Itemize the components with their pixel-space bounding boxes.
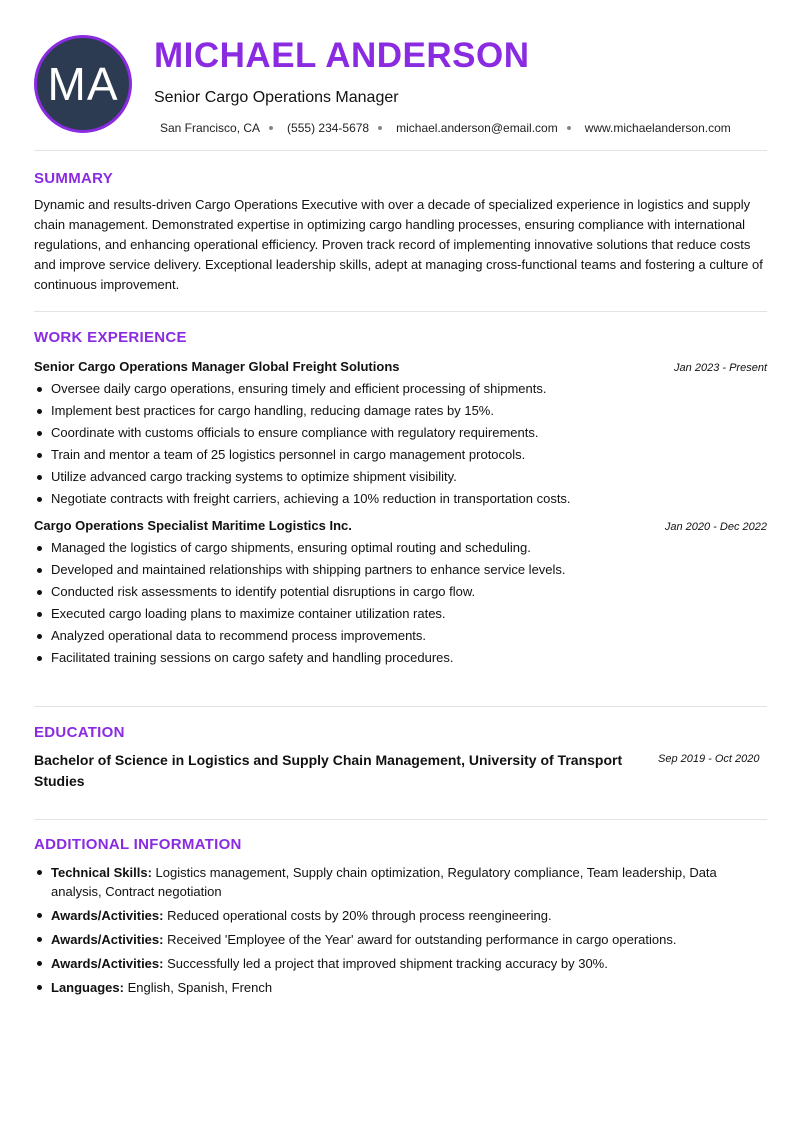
contact-line xyxy=(160,121,731,135)
job-bullet: Conducted risk assessments to identify potential disruptions in cargo flow. xyxy=(51,581,767,603)
job-bullet: Developed and maintained relationships with shipping partners to enhance service levels. xyxy=(51,559,767,581)
job-entry xyxy=(34,518,767,669)
item-text: English, Spanish, French xyxy=(127,980,273,995)
avatar xyxy=(34,35,132,133)
job-bullets xyxy=(34,378,767,510)
summary-section xyxy=(34,170,767,295)
experience-title: WORK EXPERIENCE xyxy=(34,329,187,346)
divider xyxy=(34,311,767,312)
separator-dot-icon xyxy=(567,126,571,130)
item-label: Languages: xyxy=(51,980,124,995)
experience-section xyxy=(34,329,767,669)
job-bullet: Managed the logistics of cargo shipments, ensuring optimal routing and scheduling. xyxy=(51,537,767,559)
job-header xyxy=(34,518,767,533)
education-entry xyxy=(34,750,767,792)
separator-dot-icon xyxy=(269,126,273,130)
additional-item xyxy=(51,954,767,973)
additional-item xyxy=(51,930,767,949)
summary-text: Dynamic and results-driven Cargo Operations Executive with over a decade of specialized experience in logistics and supply chain management. Demonstrated expertise in optimizing cargo handling processes, ensuring compliance with international regulations, and enhancing operational efficiency. Proven track record of implementing innovative solutions that reduce costs and improve service delivery. Exceptional leadership skills, adept at managing cross-functional teams and fostering a culture of continuous improvement. xyxy=(34,197,763,292)
item-label: Awards/Activities: xyxy=(51,908,164,923)
additional-item xyxy=(51,978,767,997)
job-bullet: Coordinate with customs officials to ensure compliance with regulatory requirements. xyxy=(51,422,767,444)
contact-phone: (555) 234-5678 xyxy=(287,121,370,135)
candidate-name: MICHAEL ANDERSON xyxy=(154,36,530,75)
job-header xyxy=(34,359,767,374)
divider xyxy=(34,706,767,707)
job-bullet: Executed cargo loading plans to maximize container utilization rates. xyxy=(51,603,767,625)
job-bullet: Utilize advanced cargo tracking systems to optimize shipment visibility. xyxy=(51,466,767,488)
candidate-role: Senior Cargo Operations Manager xyxy=(154,89,399,106)
education-title: EDUCATION xyxy=(34,724,125,741)
additional-item xyxy=(51,906,767,925)
resume-header xyxy=(34,0,767,151)
job-title: Cargo Operations Specialist Maritime Logistics Inc. xyxy=(34,518,352,533)
additional-item xyxy=(51,863,767,901)
job-title: Senior Cargo Operations Manager Global Freight Solutions xyxy=(34,359,400,374)
contact-location: San Francisco, CA xyxy=(160,121,261,135)
job-bullet: Train and mentor a team of 25 logistics personnel in cargo management protocols. xyxy=(51,444,767,466)
job-date: Jan 2023 - Present xyxy=(674,362,767,374)
job-bullet: Analyzed operational data to recommend process improvements. xyxy=(51,625,767,647)
divider xyxy=(34,819,767,820)
summary-title: SUMMARY xyxy=(34,170,114,187)
resume-page xyxy=(34,0,767,995)
item-text: Successfully led a project that improved shipment tracking accuracy by 30%. xyxy=(167,956,608,971)
separator-dot-icon xyxy=(378,126,382,130)
job-bullet: Negotiate contracts with freight carriers, achieving a 10% reduction in transportation costs. xyxy=(51,488,767,510)
contact-website[interactable]: www.michaelanderson.com xyxy=(584,121,731,135)
item-text: Logistics management, Supply chain optimization, Regulatory compliance, Team leadership, Data analysis, Contract negotiation xyxy=(51,865,717,899)
item-text: Received 'Employee of the Year' award for outstanding performance in cargo operations. xyxy=(167,932,677,947)
avatar-initials: MA xyxy=(47,58,119,110)
item-text: Reduced operational costs by 20% through process reengineering. xyxy=(167,908,552,923)
item-label: Awards/Activities: xyxy=(51,956,164,971)
education-date: Sep 2019 - Oct 2020 xyxy=(658,753,760,765)
job-bullet: Oversee daily cargo operations, ensuring timely and efficient processing of shipments. xyxy=(51,378,767,400)
education-section xyxy=(34,724,767,792)
job-entry xyxy=(34,359,767,510)
additional-list xyxy=(34,863,767,997)
education-degree: Bachelor of Science in Logistics and Supply Chain Management, University of Transport Studies xyxy=(34,752,623,789)
item-label: Awards/Activities: xyxy=(51,932,164,947)
additional-title: ADDITIONAL INFORMATION xyxy=(34,836,242,853)
item-label: Technical Skills: xyxy=(51,865,152,880)
additional-section xyxy=(34,836,767,1002)
contact-email[interactable]: michael.anderson@email.com xyxy=(396,121,558,135)
job-bullet: Facilitated training sessions on cargo safety and handling procedures. xyxy=(51,647,767,669)
job-date: Jan 2020 - Dec 2022 xyxy=(664,521,767,533)
job-bullets xyxy=(34,537,767,669)
job-bullet: Implement best practices for cargo handling, reducing damage rates by 15%. xyxy=(51,400,767,422)
